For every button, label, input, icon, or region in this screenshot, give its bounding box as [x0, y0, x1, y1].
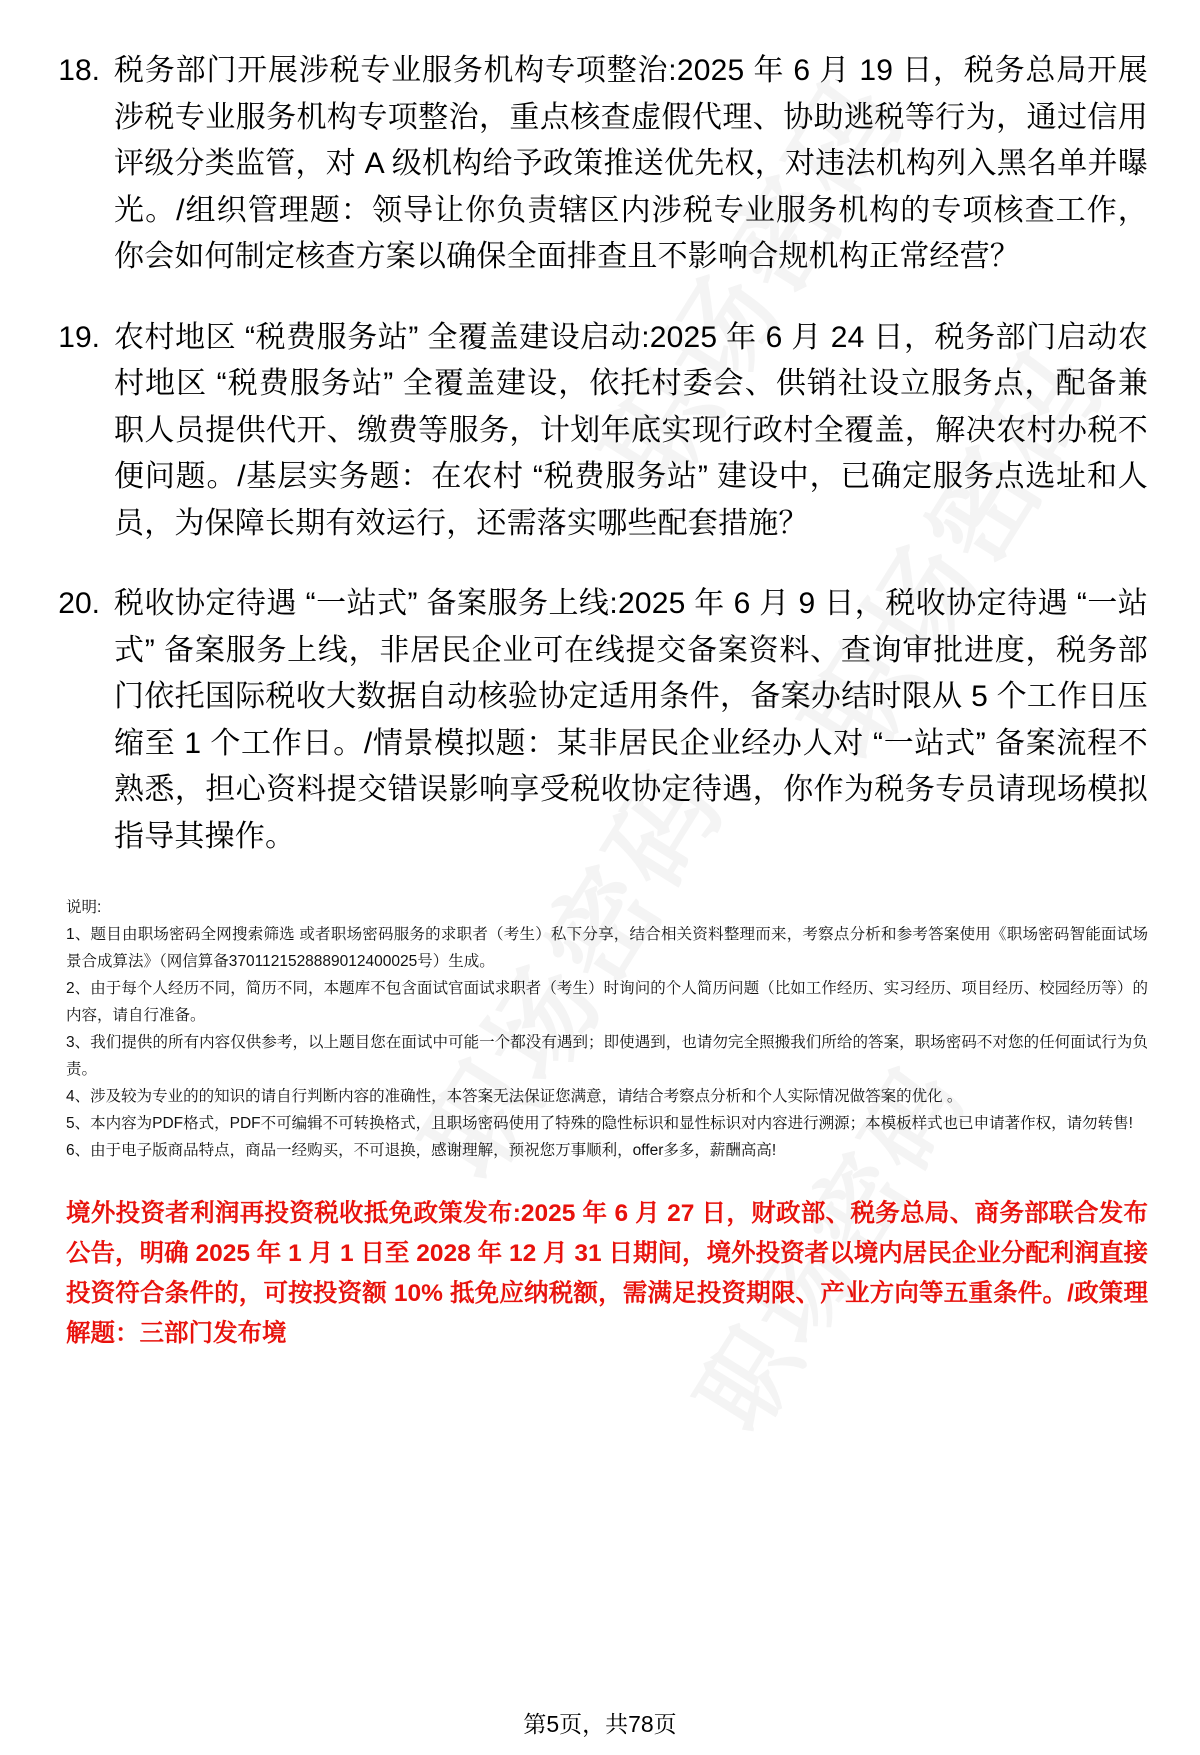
notes-heading: 说明: — [66, 899, 102, 916]
question-item — [52, 315, 1148, 548]
question-text: 税收协定待遇 “一站式” 备案服务上线:2025 年 6 月 9 日，税收协定待遇 “一站式” 备案服务上线，非居民企业可在线提交备案资料、查询审批进度，税务部门依托国际税收大数据自动核验协定适用条件，备案办结时限从 5 个工作日压缩至 1 个工作日。/情景模拟题：某非居民企业经办人对 “一站式” 备案流程不熟悉，担心资料提交错误影响享受税收协定待遇，你作为税务专员请现场模拟指导其操作。 — [114, 587, 1148, 853]
question-list — [52, 48, 1148, 860]
note-item: 5、本内容为PDF格式，PDF不可编辑不可转换格式，且职场密码使用了特殊的隐性标识和显性标识对内容进行溯源；本模板样式也已申请著作权，请勿转售! — [66, 1115, 1133, 1132]
highlighted-policy-text: 境外投资者利润再投资税收抵免政策发布:2025 年 6 月 27 日，财政部、税务总局、商务部联合发布公告，明确 2025 年 1 月 1 日至 2028 年 12 月 31 日期间，境外投资者以境内居民企业分配利润直接投资符合条件的，可按投资额 10% 抵免应纳税额，需满足投资期限、产业方向等五重条件。/政策理解题：三部门发布境 — [66, 1200, 1148, 1347]
question-text: 农村地区 “税费服务站” 全覆盖建设启动:2025 年 6 月 24 日，税务部门启动农村地区 “税费服务站” 全覆盖建设，依托村委会、供销社设立服务点，配备兼职人员提供代开、缴费等服务，计划年底实现行政村全覆盖，解决农村办税不便问题。/基层实务题：在农村 “税费服务站” 建设中，已确定服务点选址和人员，为保障长期有效运行，还需落实哪些配套措施？ — [114, 320, 1148, 540]
question-item — [52, 48, 1148, 281]
note-item: 3、我们提供的所有内容仅供参考，以上题目您在面试中可能一个都没有遇到；即使遇到，也请勿完全照搬我们所给的答案，职场密码不对您的任何面试行为负责。 — [66, 1034, 1148, 1078]
question-item — [52, 581, 1148, 860]
question-number: 20. — [58, 587, 100, 620]
page-footer: 第5页，共78页 — [523, 1711, 677, 1737]
note-item: 6、由于电子版商品特点，商品一经购买，不可退换，感谢理解，预祝您万事顺利，offer多多，薪酬高高! — [66, 1142, 777, 1159]
question-number: 19. — [58, 320, 100, 354]
note-item: 1、题目由职场密码全网搜索筛选 或者职场密码服务的求职者（考生）私下分享，结合相关资料整理而来，考察点分析和参考答案使用《职场密码智能面试场景合成算法》（网信算备3701121528889012400025号）生成。 — [66, 926, 1148, 970]
notes-section — [52, 894, 1148, 1164]
note-item: 4、涉及较为专业的的知识的请自行判断内容的准确性，本答案无法保证您满意，请结合考察点分析和个人实际情况做答案的优化 。 — [66, 1088, 963, 1105]
question-text: 税务部门开展涉税专业服务机构专项整治:2025 年 6 月 19 日，税务总局开展涉税专业服务机构专项整治，重点核查虚假代理、协助逃税等行为，通过信用评级分类监管，对 A 级机构给予政策推送优先权，对违法机构列入黑名单并曝光。/组织管理题：领导让你负责辖区内涉税专业服务机构的专项核查工作，你会如何制定核查方案以确保全面排查且不影响合规机构正常经营？ — [114, 54, 1148, 273]
question-number: 18. — [58, 54, 100, 87]
note-item: 2、由于每个人经历不同，简历不同，本题库不包含面试官面试求职者（考生）时询问的个人简历问题（比如工作经历、实习经历、项目经历、校园经历等）的内容，请自行准备。 — [66, 980, 1148, 1024]
